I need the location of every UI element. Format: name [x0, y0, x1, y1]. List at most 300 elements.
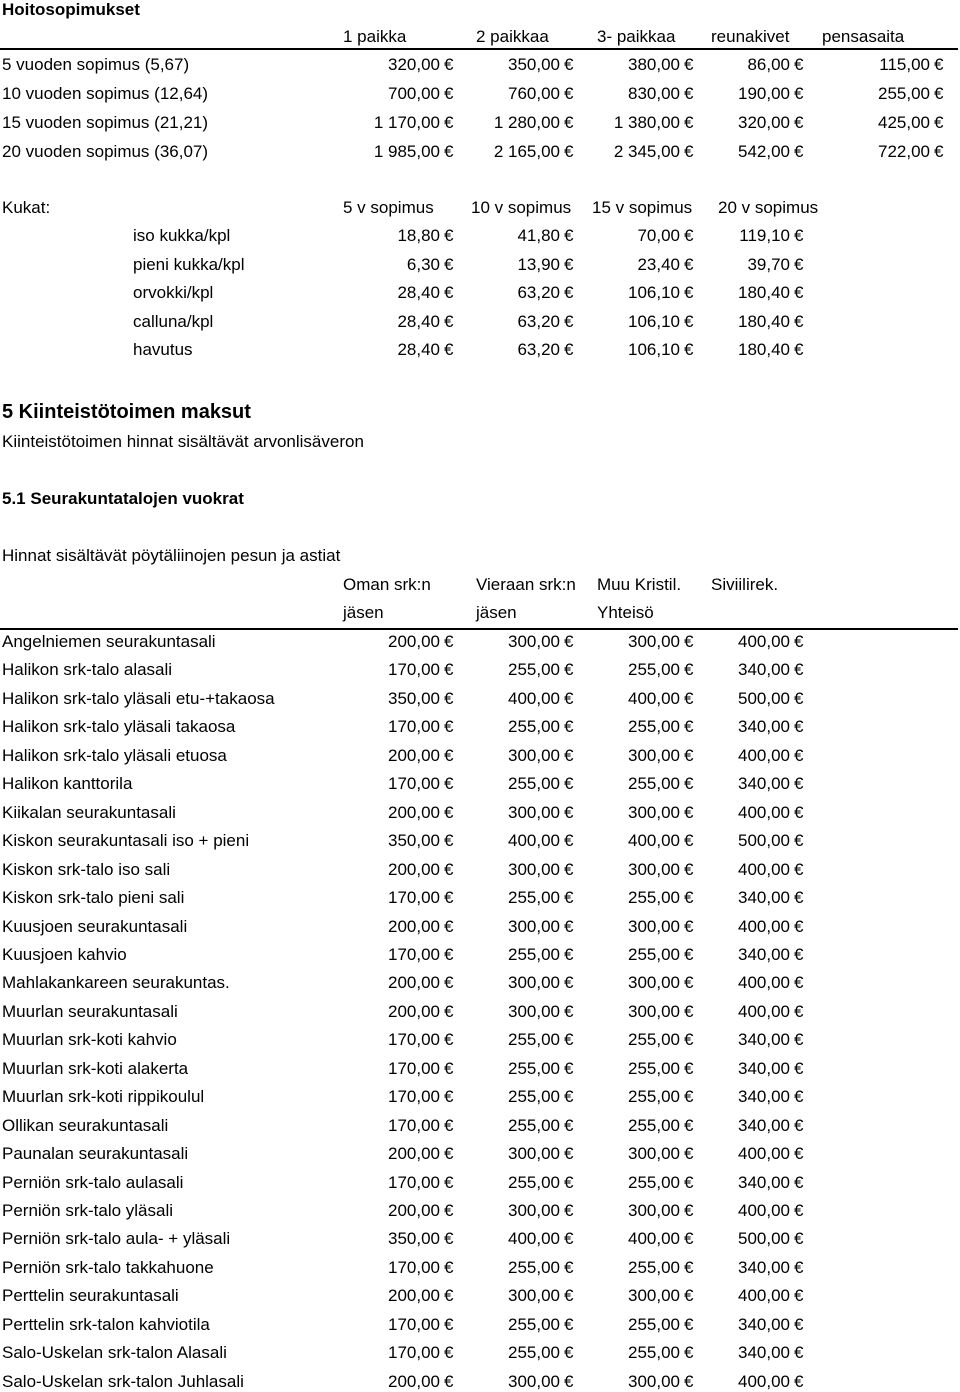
price-cell: 300,00	[508, 802, 560, 822]
currency-symbol: €	[684, 1144, 694, 1164]
column-header: 10 v sopimus	[471, 198, 572, 217]
price-cell: 255,00	[628, 888, 680, 908]
price-cell: 200,00	[388, 973, 440, 993]
currency-symbol: €	[684, 1172, 694, 1192]
price-cell: 300,00	[628, 1286, 680, 1306]
price-cell: 255,00	[508, 1115, 560, 1135]
price-cell: 255,00	[628, 1087, 680, 1107]
price-cell: 86,00	[747, 55, 790, 74]
price-cell: 400,00	[508, 688, 560, 708]
price-cell: 300,00	[508, 859, 560, 879]
venue-label: Kuusjoen seurakuntasali	[2, 916, 188, 936]
row-label: 20 vuoden sopimus (36,07)	[2, 142, 209, 161]
price-cell: 340,00	[738, 717, 790, 737]
price-cell: 400,00	[738, 916, 790, 936]
venue-label: Muurlan srk-koti kahvio	[2, 1030, 177, 1050]
currency-symbol: €	[444, 745, 454, 765]
currency-symbol: €	[444, 660, 454, 680]
price-cell: 170,00	[388, 1257, 440, 1277]
price-cell: 170,00	[388, 1115, 440, 1135]
row-label: 15 vuoden sopimus (21,21)	[2, 113, 209, 132]
currency-symbol: €	[564, 283, 574, 302]
currency-symbol: €	[684, 660, 694, 680]
column-subheader: Yhteisö	[597, 603, 654, 622]
currency-symbol: €	[684, 688, 694, 708]
price-cell: 255,00	[628, 1257, 680, 1277]
venue-label: Halikon srk-talo alasali	[2, 660, 173, 680]
price-cell: 320,00	[738, 113, 790, 132]
flower-label: orvokki/kpl	[133, 283, 214, 302]
price-cell: 119,10	[739, 226, 790, 245]
price-cell: 300,00	[628, 859, 680, 879]
currency-symbol: €	[564, 660, 574, 680]
currency-symbol: €	[444, 1343, 454, 1363]
venue-label: Muurlan seurakuntasali	[2, 1001, 178, 1021]
currency-symbol: €	[564, 1001, 574, 1021]
currency-symbol: €	[564, 717, 574, 737]
flower-label: havutus	[133, 340, 193, 359]
price-cell: 830,00	[628, 84, 680, 103]
price-cell: 170,00	[388, 717, 440, 737]
flowers-title: Kukat:	[2, 198, 51, 217]
currency-symbol: €	[564, 226, 574, 245]
price-cell: 542,00	[738, 142, 790, 161]
price-cell: 70,00	[637, 226, 680, 245]
price-cell: 255,00	[628, 660, 680, 680]
price-cell: 200,00	[388, 632, 440, 651]
price-cell: 300,00	[508, 973, 560, 993]
price-cell: 300,00	[508, 1201, 560, 1220]
currency-symbol: €	[444, 688, 454, 708]
price-cell: 340,00	[738, 1087, 790, 1107]
currency-symbol: €	[794, 888, 804, 908]
price-cell: 170,00	[388, 1030, 440, 1050]
currency-symbol: €	[564, 311, 574, 331]
currency-symbol: €	[444, 142, 454, 161]
currency-symbol: €	[794, 226, 804, 245]
currency-symbol: €	[794, 802, 804, 822]
price-cell: 380,00	[628, 55, 680, 74]
currency-symbol: €	[564, 254, 574, 274]
rent-header-rule	[0, 628, 958, 630]
price-cell: 255,00	[508, 717, 560, 737]
currency-symbol: €	[684, 717, 694, 737]
currency-symbol: €	[684, 1058, 694, 1078]
currency-symbol: €	[444, 1371, 454, 1391]
column-header: 5 v sopimus	[343, 198, 434, 217]
price-cell: 300,00	[508, 745, 560, 765]
price-cell: 400,00	[738, 1144, 790, 1164]
currency-symbol: €	[444, 1257, 454, 1277]
currency-symbol: €	[564, 688, 574, 708]
price-cell: 255,00	[508, 1058, 560, 1078]
currency-symbol: €	[684, 1201, 694, 1220]
currency-symbol: €	[444, 1087, 454, 1107]
venue-label: Halikon kanttorila	[2, 774, 133, 794]
currency-symbol: €	[444, 311, 454, 331]
currency-symbol: €	[684, 55, 694, 74]
price-cell: 700,00	[388, 84, 440, 103]
price-cell: 255,00	[508, 1257, 560, 1277]
price-cell: 400,00	[628, 1229, 680, 1249]
currency-symbol: €	[684, 1343, 694, 1363]
price-cell: 300,00	[508, 1286, 560, 1306]
price-cell: 400,00	[508, 831, 560, 851]
currency-symbol: €	[934, 113, 944, 132]
price-cell: 255,00	[628, 1172, 680, 1192]
column-header: Muu Kristil.	[597, 575, 682, 594]
price-cell: 255,00	[628, 717, 680, 737]
column-header: Vieraan srk:n	[476, 575, 576, 594]
currency-symbol: €	[684, 254, 694, 274]
row-label: 10 vuoden sopimus (12,64)	[2, 84, 209, 103]
price-cell: 255,00	[628, 1030, 680, 1050]
flower-label: iso kukka/kpl	[133, 226, 231, 245]
price-cell: 340,00	[738, 1030, 790, 1050]
section-51-note: Hinnat sisältävät pöytäliinojen pesun ja astiat	[2, 546, 341, 565]
price-cell: 170,00	[388, 1087, 440, 1107]
currency-symbol: €	[934, 84, 944, 103]
price-cell: 200,00	[388, 859, 440, 879]
price-cell: 350,00	[388, 831, 440, 851]
currency-symbol: €	[564, 1257, 574, 1277]
price-cell: 170,00	[388, 660, 440, 680]
currency-symbol: €	[684, 283, 694, 302]
price-cell: 2 165,00	[493, 142, 560, 161]
price-cell: 300,00	[628, 1001, 680, 1021]
currency-symbol: €	[444, 944, 454, 964]
price-cell: 255,00	[508, 1172, 560, 1192]
column-subheader: jäsen	[343, 603, 384, 622]
currency-symbol: €	[564, 1286, 574, 1306]
venue-label: Halikon srk-talo yläsali etu-+takaosa	[2, 688, 275, 708]
price-cell: 340,00	[738, 774, 790, 794]
price-cell: 190,00	[738, 84, 790, 103]
currency-symbol: €	[684, 916, 694, 936]
price-cell: 320,00	[388, 55, 440, 74]
price-cell: 255,00	[508, 944, 560, 964]
currency-symbol: €	[684, 84, 694, 103]
currency-symbol: €	[564, 973, 574, 993]
price-cell: 350,00	[508, 55, 560, 74]
price-cell: 200,00	[388, 1286, 440, 1306]
currency-symbol: €	[794, 660, 804, 680]
currency-symbol: €	[794, 688, 804, 708]
price-cell: 170,00	[388, 944, 440, 964]
price-cell: 300,00	[508, 1144, 560, 1164]
currency-symbol: €	[564, 745, 574, 765]
price-cell: 170,00	[388, 1172, 440, 1192]
price-cell: 200,00	[388, 745, 440, 765]
currency-symbol: €	[684, 973, 694, 993]
currency-symbol: €	[794, 916, 804, 936]
currency-symbol: €	[444, 1314, 454, 1334]
price-cell: 340,00	[738, 1115, 790, 1135]
price-cell: 200,00	[388, 802, 440, 822]
currency-symbol: €	[444, 340, 454, 359]
price-cell: 255,00	[508, 1030, 560, 1050]
price-cell: 255,00	[508, 888, 560, 908]
price-cell: 400,00	[508, 1229, 560, 1249]
currency-symbol: €	[794, 632, 804, 651]
currency-symbol: €	[684, 1286, 694, 1306]
venue-label: Perniön srk-talo yläsali	[2, 1201, 174, 1220]
currency-symbol: €	[684, 1229, 694, 1249]
currency-symbol: €	[794, 1257, 804, 1277]
price-cell: 400,00	[738, 632, 790, 651]
price-cell: 255,00	[508, 774, 560, 794]
price-cell: 300,00	[628, 973, 680, 993]
currency-symbol: €	[794, 831, 804, 851]
price-cell: 300,00	[508, 1001, 560, 1021]
price-cell: 400,00	[628, 831, 680, 851]
currency-symbol: €	[564, 1343, 574, 1363]
venue-label: Kuusjoen kahvio	[2, 944, 127, 964]
price-cell: 170,00	[388, 774, 440, 794]
currency-symbol: €	[684, 859, 694, 879]
venue-label: Angelniemen seurakuntasali	[2, 632, 216, 651]
section-5-note: Kiinteistötoimen hinnat sisältävät arvonlisäveron	[2, 432, 364, 451]
price-cell: 180,40	[738, 340, 790, 359]
price-cell: 115,00	[879, 55, 930, 74]
price-cell: 400,00	[738, 859, 790, 879]
currency-symbol: €	[564, 1144, 574, 1164]
currency-symbol: €	[794, 1314, 804, 1334]
price-cell: 425,00	[878, 113, 930, 132]
currency-symbol: €	[564, 1087, 574, 1107]
currency-symbol: €	[794, 55, 804, 74]
price-cell: 180,40	[738, 283, 790, 302]
column-header: Oman srk:n	[343, 575, 431, 594]
price-cell: 350,00	[388, 1229, 440, 1249]
price-cell: 300,00	[628, 1201, 680, 1220]
venue-label: Muurlan srk-koti rippikoulul	[2, 1087, 205, 1107]
currency-symbol: €	[564, 859, 574, 879]
currency-symbol: €	[794, 944, 804, 964]
price-cell: 28,40	[397, 311, 440, 331]
column-subheader: jäsen	[476, 603, 517, 622]
price-cell: 340,00	[738, 660, 790, 680]
price-cell: 400,00	[738, 1286, 790, 1306]
price-cell: 63,20	[517, 340, 560, 359]
currency-symbol: €	[444, 859, 454, 879]
column-header: 20 v sopimus	[718, 198, 819, 217]
currency-symbol: €	[564, 113, 574, 132]
price-cell: 170,00	[388, 888, 440, 908]
price-cell: 255,00	[508, 1314, 560, 1334]
currency-symbol: €	[444, 1058, 454, 1078]
price-cell: 300,00	[628, 1144, 680, 1164]
venue-label: Perniön srk-talo aula- + yläsali	[2, 1229, 231, 1249]
price-cell: 41,80	[517, 226, 560, 245]
currency-symbol: €	[444, 55, 454, 74]
currency-symbol: €	[564, 1201, 574, 1220]
price-cell: 340,00	[738, 1314, 790, 1334]
currency-symbol: €	[564, 1058, 574, 1078]
currency-symbol: €	[684, 113, 694, 132]
section-5-heading: 5 Kiinteistötoimen maksut	[2, 401, 251, 423]
price-cell: 28,40	[397, 283, 440, 302]
currency-symbol: €	[684, 831, 694, 851]
price-cell: 722,00	[878, 142, 930, 161]
currency-symbol: €	[794, 340, 804, 359]
venue-label: Ollikan seurakuntasali	[2, 1115, 169, 1135]
currency-symbol: €	[794, 1001, 804, 1021]
venue-label: Paunalan seurakuntasali	[2, 1144, 189, 1164]
column-header: reunakivet	[711, 27, 790, 46]
column-header: 3- paikkaa	[597, 27, 676, 46]
currency-symbol: €	[794, 1030, 804, 1050]
currency-symbol: €	[794, 859, 804, 879]
price-cell: 340,00	[738, 1172, 790, 1192]
currency-symbol: €	[794, 254, 804, 274]
currency-symbol: €	[794, 1115, 804, 1135]
currency-symbol: €	[794, 973, 804, 993]
price-cell: 400,00	[738, 802, 790, 822]
price-cell: 63,20	[517, 311, 560, 331]
price-cell: 760,00	[508, 84, 560, 103]
venue-label: Kiskon srk-talo pieni sali	[2, 888, 185, 908]
price-cell: 300,00	[508, 632, 560, 651]
currency-symbol: €	[794, 1286, 804, 1306]
price-cell: 18,80	[397, 226, 440, 245]
currency-symbol: €	[684, 1257, 694, 1277]
currency-symbol: €	[684, 802, 694, 822]
currency-symbol: €	[794, 1343, 804, 1363]
currency-symbol: €	[564, 1229, 574, 1249]
currency-symbol: €	[564, 916, 574, 936]
currency-symbol: €	[684, 340, 694, 359]
currency-symbol: €	[564, 944, 574, 964]
venue-label: Salo-Uskelan srk-talon Juhlasali	[2, 1371, 244, 1391]
currency-symbol: €	[444, 1229, 454, 1249]
column-header: Siviilirek.	[711, 575, 779, 594]
currency-symbol: €	[444, 283, 454, 302]
currency-symbol: €	[444, 888, 454, 908]
price-cell: 500,00	[738, 831, 790, 851]
currency-symbol: €	[684, 774, 694, 794]
price-cell: 106,10	[628, 340, 680, 359]
currency-symbol: €	[444, 1115, 454, 1135]
currency-symbol: €	[684, 226, 694, 245]
price-cell: 350,00	[388, 688, 440, 708]
price-cell: 255,00	[628, 1343, 680, 1363]
currency-symbol: €	[794, 774, 804, 794]
price-cell: 255,00	[508, 1087, 560, 1107]
currency-symbol: €	[444, 831, 454, 851]
currency-symbol: €	[794, 142, 804, 161]
price-cell: 400,00	[738, 973, 790, 993]
currency-symbol: €	[444, 1144, 454, 1164]
currency-symbol: €	[684, 1314, 694, 1334]
price-cell: 300,00	[628, 916, 680, 936]
price-cell: 340,00	[738, 944, 790, 964]
price-cell: 106,10	[628, 311, 680, 331]
price-cell: 6,30	[406, 254, 440, 274]
venue-label: Kiskon srk-talo iso sali	[2, 859, 171, 879]
currency-symbol: €	[564, 1030, 574, 1050]
price-cell: 170,00	[388, 1343, 440, 1363]
currency-symbol: €	[794, 311, 804, 331]
price-cell: 200,00	[388, 1144, 440, 1164]
price-cell: 255,00	[628, 1115, 680, 1135]
price-cell: 180,40	[738, 311, 790, 331]
venue-label: Perniön srk-talo aulasali	[2, 1172, 184, 1192]
price-cell: 255,00	[628, 1314, 680, 1334]
venue-label: Halikon srk-talo yläsali takaosa	[2, 717, 236, 737]
currency-symbol: €	[684, 632, 694, 651]
currency-symbol: €	[564, 888, 574, 908]
currency-symbol: €	[564, 55, 574, 74]
currency-symbol: €	[684, 745, 694, 765]
price-cell: 400,00	[738, 1371, 790, 1391]
price-cell: 13,90	[517, 254, 560, 274]
price-cell: 400,00	[738, 745, 790, 765]
price-cell: 255,00	[508, 660, 560, 680]
price-cell: 300,00	[508, 1371, 560, 1391]
currency-symbol: €	[684, 311, 694, 331]
currency-symbol: €	[444, 1030, 454, 1050]
currency-symbol: €	[444, 1172, 454, 1192]
price-cell: 300,00	[628, 745, 680, 765]
price-cell: 400,00	[738, 1001, 790, 1021]
price-cell: 500,00	[738, 1229, 790, 1249]
price-cell: 200,00	[388, 1201, 440, 1220]
currency-symbol: €	[794, 717, 804, 737]
price-cell: 340,00	[738, 1058, 790, 1078]
currency-symbol: €	[684, 944, 694, 964]
currency-symbol: €	[444, 916, 454, 936]
column-header: 2 paikkaa	[476, 27, 549, 46]
venue-label: Mahlakankareen seurakuntas.	[2, 973, 230, 993]
care-header-rule	[0, 48, 958, 50]
currency-symbol: €	[444, 717, 454, 737]
currency-symbol: €	[794, 84, 804, 103]
price-cell: 28,40	[397, 340, 440, 359]
currency-symbol: €	[444, 84, 454, 103]
price-cell: 39,70	[747, 254, 790, 274]
price-cell: 200,00	[388, 916, 440, 936]
price-cell: 255,00	[628, 774, 680, 794]
currency-symbol: €	[794, 1201, 804, 1220]
venue-label: Kiskon seurakuntasali iso + pieni	[2, 831, 250, 851]
venue-label: Perniön srk-talo takkahuone	[2, 1257, 214, 1277]
flower-label: pieni kukka/kpl	[133, 254, 245, 274]
price-cell: 1 985,00	[373, 142, 440, 161]
currency-symbol: €	[444, 113, 454, 132]
price-cell: 1 280,00	[493, 113, 560, 132]
currency-symbol: €	[444, 973, 454, 993]
price-cell: 106,10	[628, 283, 680, 302]
currency-symbol: €	[794, 745, 804, 765]
currency-symbol: €	[564, 1115, 574, 1135]
currency-symbol: €	[684, 1001, 694, 1021]
price-cell: 170,00	[388, 1058, 440, 1078]
currency-symbol: €	[444, 254, 454, 274]
currency-symbol: €	[444, 1286, 454, 1306]
currency-symbol: €	[564, 340, 574, 359]
currency-symbol: €	[794, 113, 804, 132]
currency-symbol: €	[564, 1314, 574, 1334]
currency-symbol: €	[564, 1371, 574, 1391]
price-cell: 200,00	[388, 1001, 440, 1021]
currency-symbol: €	[794, 1229, 804, 1249]
currency-symbol: €	[564, 632, 574, 651]
price-cell: 340,00	[738, 1257, 790, 1277]
currency-symbol: €	[684, 1030, 694, 1050]
column-header: 15 v sopimus	[592, 198, 693, 217]
venue-label: Perttelin srk-talon kahviotila	[2, 1314, 210, 1334]
